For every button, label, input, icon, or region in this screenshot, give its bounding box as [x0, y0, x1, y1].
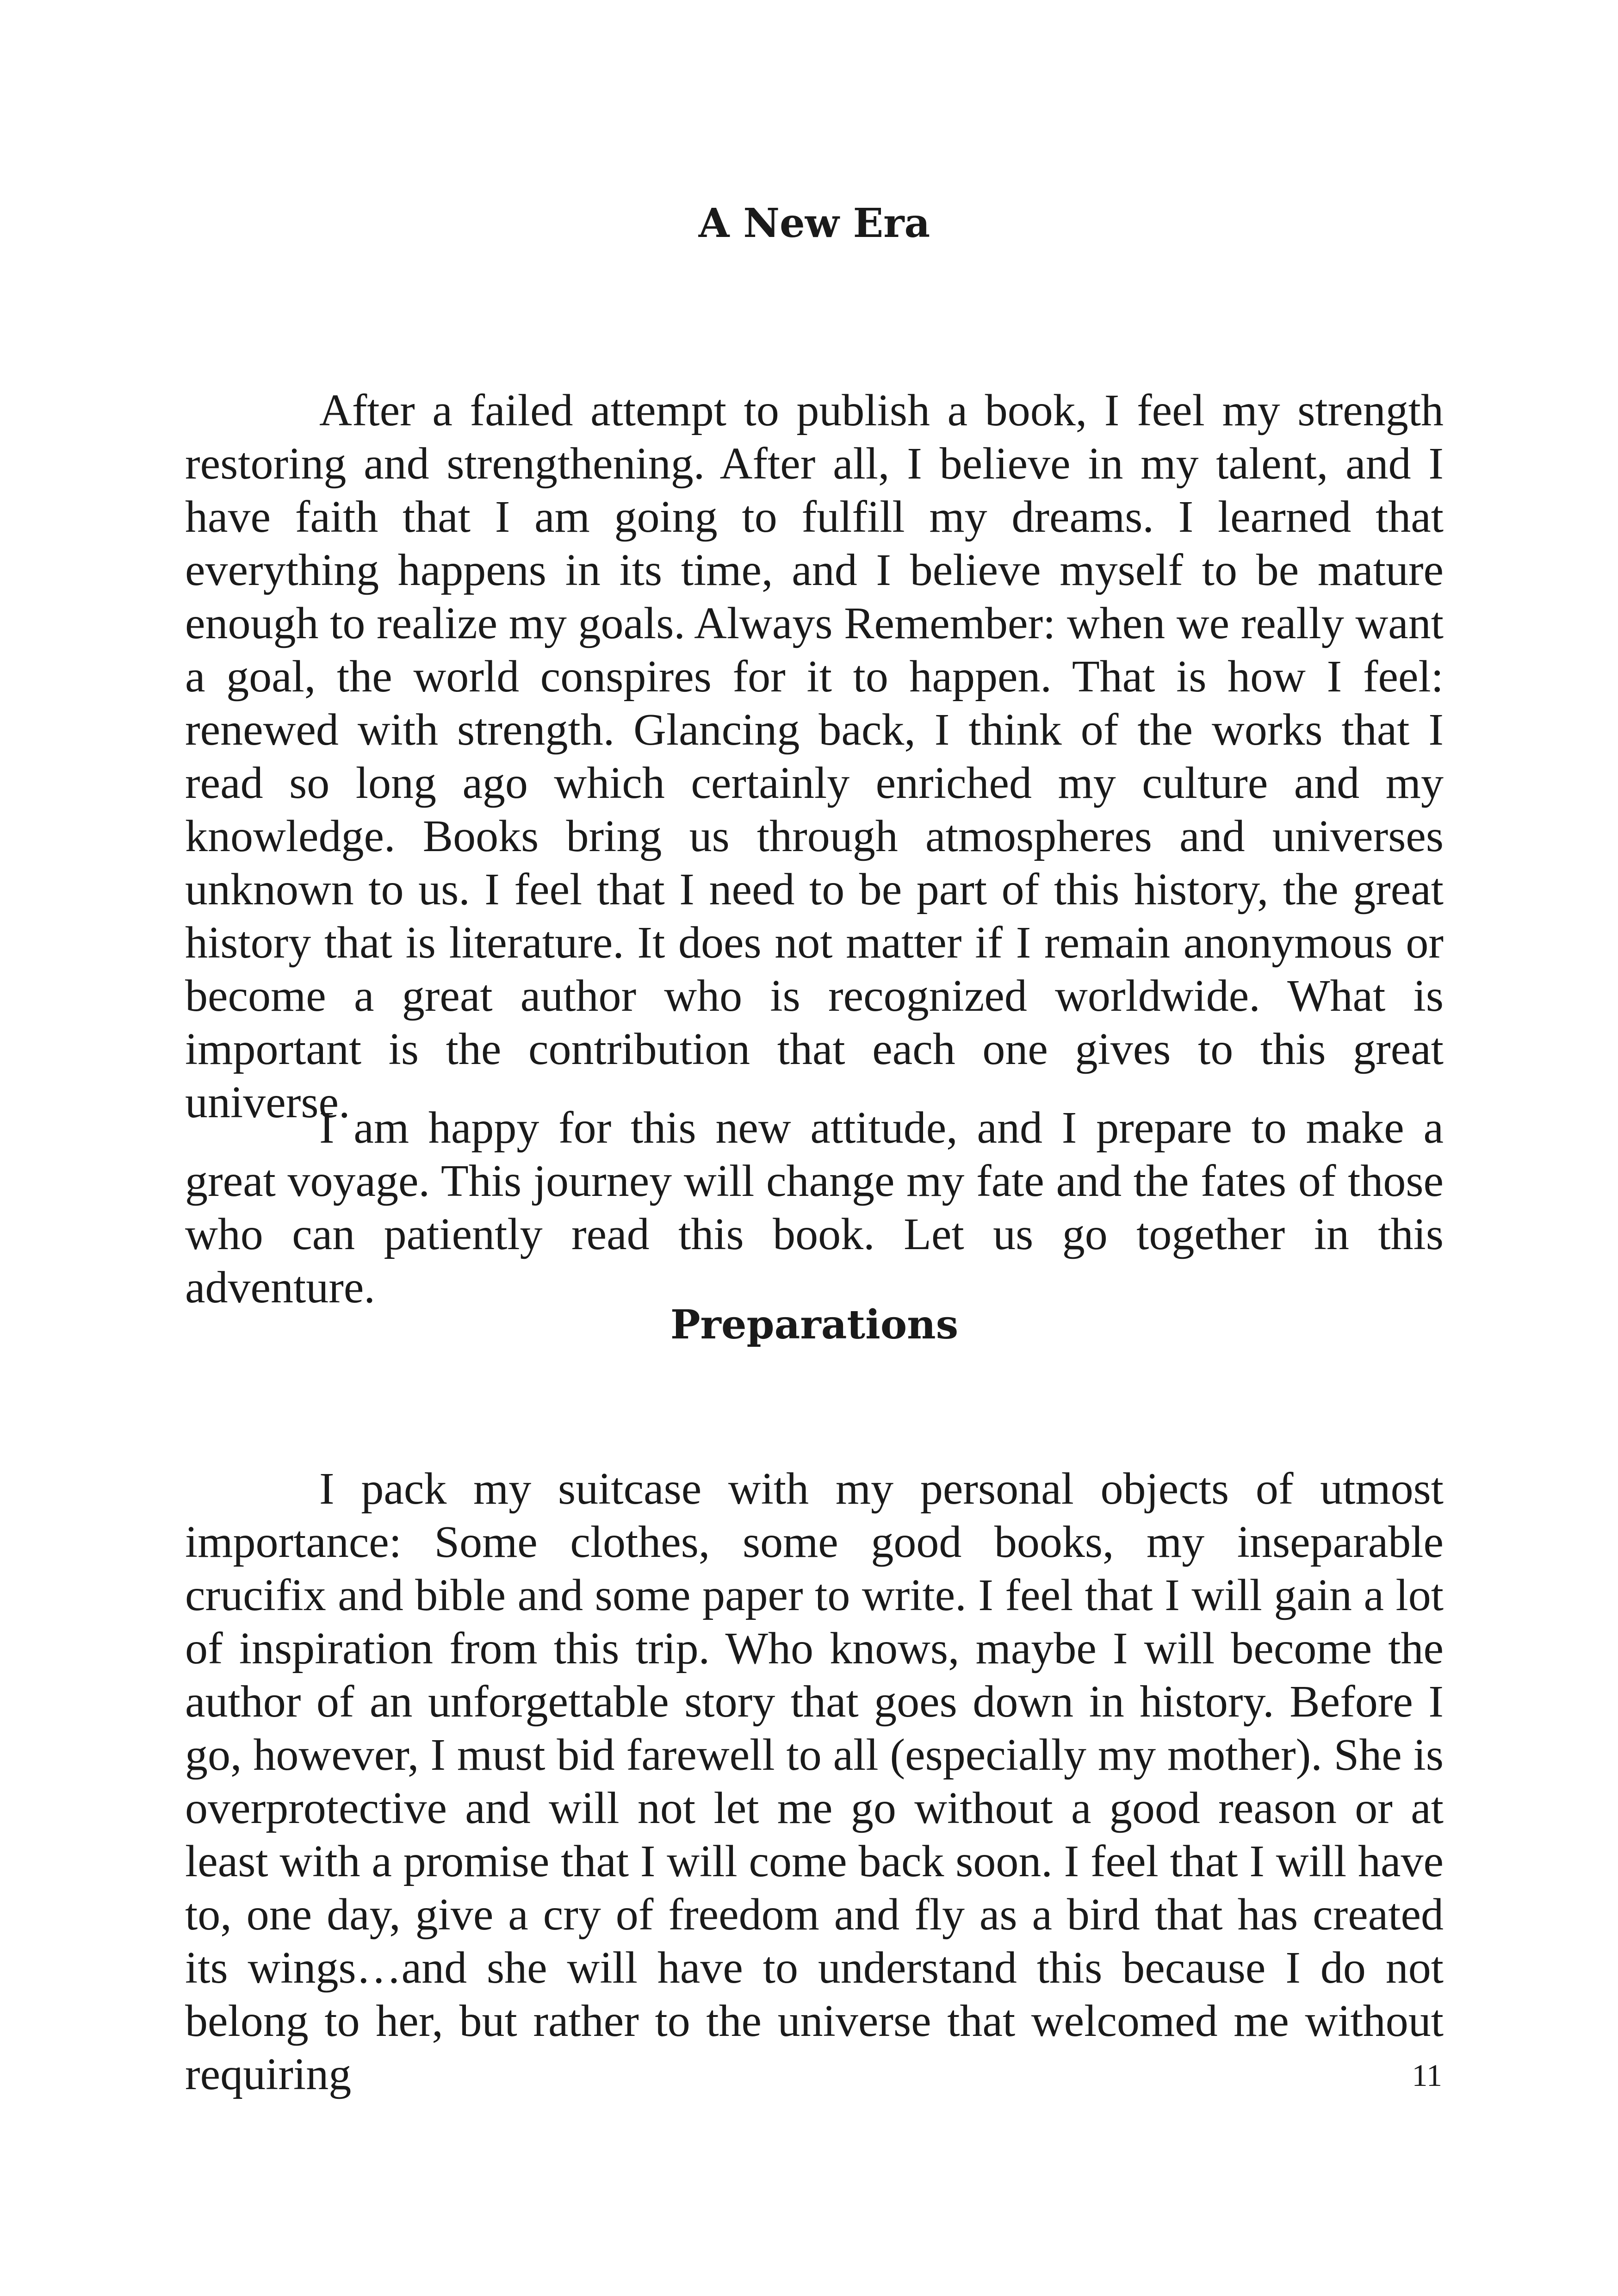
paragraph: I pack my suitcase with my personal objects of utmost importance: Some clothes, some good books, my inseparable crucifix and bible and some paper to write. I feel that I will gain a lot of inspiration from this trip. Who knows, maybe I will become the author of an unforgettable story that goes down in history. Before I go, however, I must bid farewell to all (especially my mother). She is overprotective and will not let me go without a good reason or at least with a promise that I will come back soon. I feel that I will have to, one day, give a cry of freedom and fly as a bird that has created its wings…and she will have to understand this because I do not belong to her, but rather to the universe that welcomed me without requiring: [185, 1464, 1444, 2099]
paragraph: I am happy for this new attitude, and I prepare to make a great voyage. This journey will change my fate and the fates of those who can patiently read this book. Let us go together in this adventure.: [185, 1103, 1444, 1313]
page-number: 11: [1412, 2058, 1442, 2093]
section-heading-preparations: Preparations: [670, 1301, 959, 1348]
paragraph: After a failed attempt to publish a book, I feel my strength restoring and strengthening. After all, I believe in my talent, and I have faith that I am going to fulfill my dreams. I learned that everything happens in its time, and I believe myself to be mature enough to realize my goals. Always Remember: when we really want a goal, the world conspires for it to happen. That is how I feel: renewed with strength. Glancing back, I think of the works that I read so long ago which certainly enriched my culture and my knowledge. Books bring us through atmospheres and universes unknown to us. I feel that I need to be part of this history, the great history that is literature. It does not matter if I remain anonymous or become a great author who is recognized worldwide. What is important is the contribution that each one gives to this great universe.: [185, 386, 1444, 1127]
section-heading-a-new-era: A New Era: [698, 200, 930, 247]
